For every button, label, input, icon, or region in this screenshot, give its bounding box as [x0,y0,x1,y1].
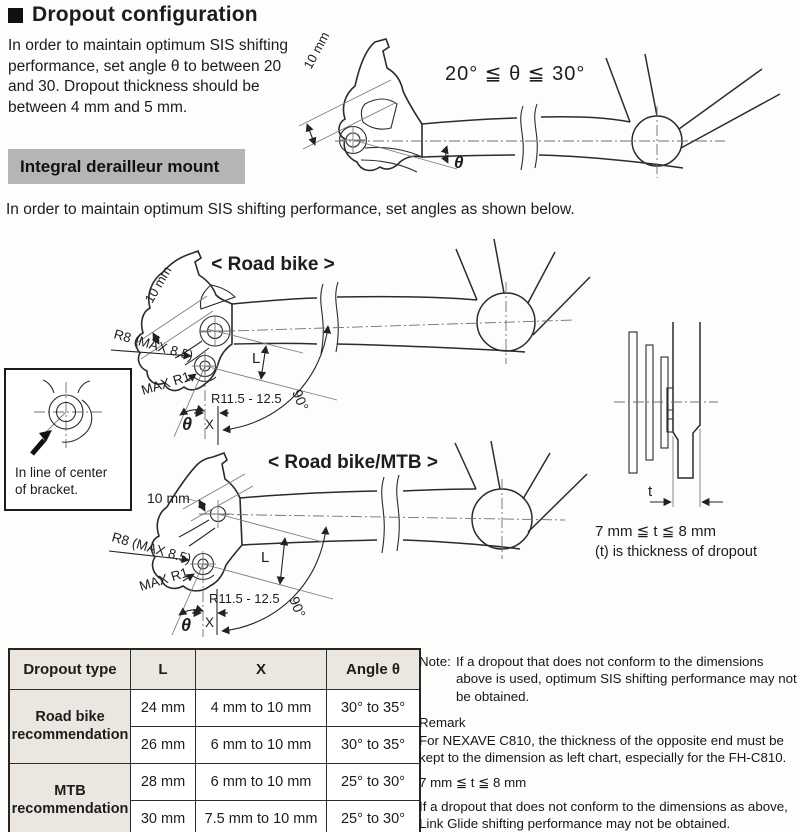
dim-10mm-label: 10 mm [147,490,190,506]
note-label: Note: [419,654,451,669]
remark-label: Remark [419,714,466,730]
dim-10mm-label: 10 mm [141,263,175,306]
remark-thickness-spec: 7 mm ≦ t ≦ 8 mm [419,774,527,790]
intro-paragraph: In order to maintain optimum SIS shifting performance, set angle θ to between 20 and 30. Dropout thickness should be between 4 mm and 5 mm. [8,37,288,116]
thickness-caption: (t) is thickness of dropout [595,544,757,560]
mtb-title: < Road bike/MTB > [268,452,438,473]
cell-x: 6 mm to 10 mm [196,764,327,801]
angle-spec-label: 20° ≦ θ ≦ 30° [445,63,586,85]
t-label: t [648,483,653,500]
dropout-angle-diagram [295,28,800,198]
table-row [9,690,420,727]
section-intro: In order to maintain optimum SIS shifting performance, set angles as shown below. [6,201,575,218]
page-title [8,3,258,27]
col-header-x: X [196,649,327,690]
remark-text-2: If a dropout that does not conform to the dimensions as above, Link Glide shifting performance may not be obtained. [419,798,788,832]
r8-label: R8 (MAX 8.5) [112,326,195,364]
cell-angle: 25° to 30° [327,801,421,832]
row-type-road: Road bike recommendation [9,690,131,764]
x-label: X [205,615,215,630]
col-header-angle: Angle θ [327,649,421,690]
note [419,653,797,705]
note-text: If a dropout that does not conform to the dimensions above is used, optimum SIS shifting performance may not be obtained. [456,654,797,704]
dropout-spec-table [8,648,421,832]
cell-l: 30 mm [131,801,196,832]
cell-x: 4 mm to 10 mm [196,690,327,727]
road-bike-diagram [95,224,600,448]
road-mtb-diagram [95,441,595,646]
r11-label: R11.5 - 12.5 [209,591,280,606]
x-label: X [205,417,215,432]
notes-block [419,653,797,832]
page-title-text: Dropout configuration [32,3,258,26]
dim-10mm-label: 10 mm [300,29,333,72]
theta-label: θ [454,153,464,172]
r8-label: R8 (MAX 8.5) [110,529,193,567]
inset-caption-line1: In line of center [15,465,108,480]
cell-x: 7.5 mm to 10 mm [196,801,327,832]
table-header-row [9,649,420,690]
bullet-square-icon [8,8,23,23]
theta-label: θ [181,615,192,635]
max-r1-label: MAX R1 [139,368,192,398]
frame-drawing [299,39,780,178]
cell-l: 24 mm [131,690,196,727]
l-label: L [252,350,261,367]
max-r1-label: MAX R1 [137,564,190,594]
remark-text: For NEXAVE C810, the thickness of the opposite end must be kept to the dimension as left chart, especially for the FH-C810. [419,733,787,766]
road-title: < Road bike > [211,254,335,275]
cell-angle: 25° to 30° [327,764,421,801]
r11-label: R11.5 - 12.5 [211,391,282,406]
row-type-mtb: MTB recommendation [9,764,131,832]
cell-l: 26 mm [131,727,196,764]
inset-caption-line2: of bracket. [15,482,79,498]
section-banner: Integral derailleur mount [8,149,245,184]
cell-angle: 30° to 35° [327,690,421,727]
col-header-dropout-type: Dropout type [9,649,131,690]
deg90-label: 90° [289,387,312,413]
dropout-thickness-diagram [600,305,780,517]
inset-caption [15,464,107,499]
table-row [9,764,420,801]
theta-label: θ [182,414,193,434]
cell-l: 28 mm [131,764,196,801]
cell-angle: 30° to 35° [327,727,421,764]
l-label: L [261,549,270,566]
thickness-spec: 7 mm ≦ t ≦ 8 mm [595,523,716,540]
cell-x: 6 mm to 10 mm [196,727,327,764]
col-header-l: L [131,649,196,690]
deg90-label: 90° [286,594,309,620]
